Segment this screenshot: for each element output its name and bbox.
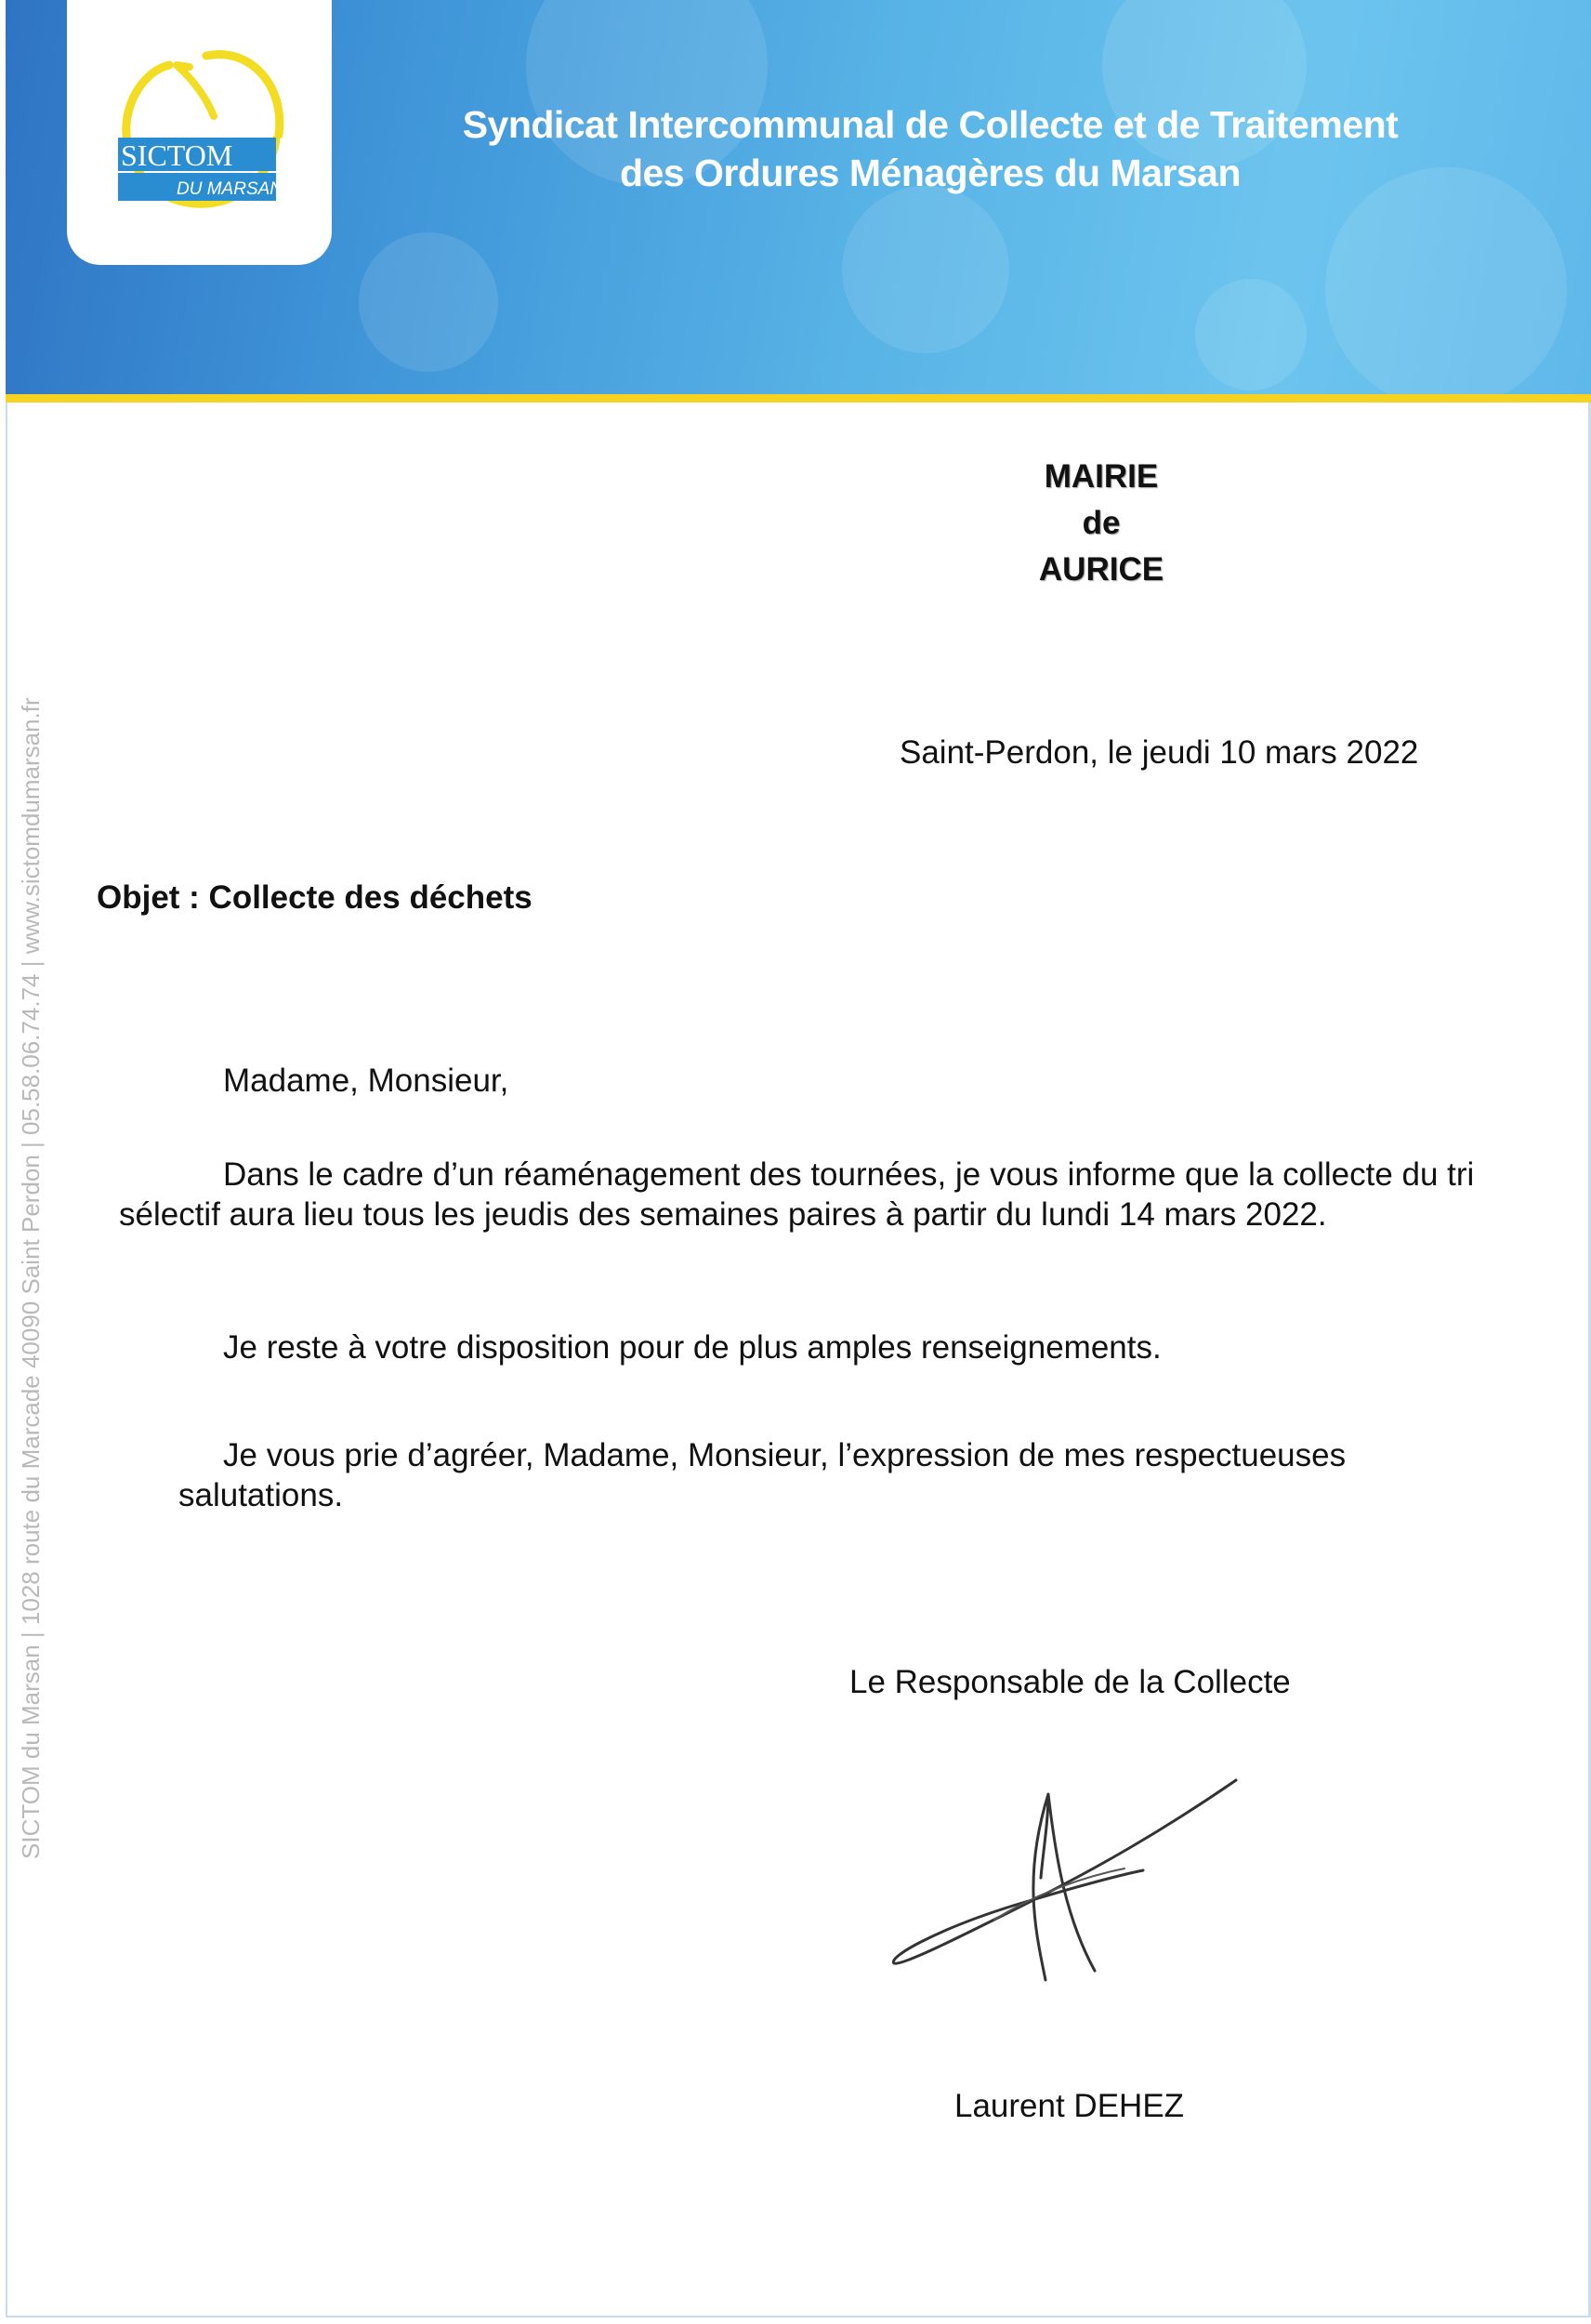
logo-subtitle: DU MARSAN bbox=[177, 179, 283, 199]
date-line: Saint-Perdon, le jeudi 10 mars 2022 bbox=[900, 734, 1419, 771]
organization-title-line1: Syndicat Intercommunal de Collecte et de Traitement bbox=[462, 103, 1399, 146]
header-accent-bar bbox=[6, 394, 1591, 403]
paragraph-1: Dans le cadre d’un réaménagement des tournées, je vous informe que la collecte du tri sélectif aura lieu tous les jeudis des semaines paires à partir du lundi 14 mars 2022. bbox=[119, 1156, 1475, 1233]
recipient-block bbox=[962, 454, 1241, 593]
subject-line: Objet : Collecte des déchets bbox=[97, 879, 533, 916]
signature-image bbox=[883, 1766, 1255, 1989]
logo-name: SICTOM bbox=[121, 139, 233, 172]
signatory-name: Laurent DEHEZ bbox=[954, 2088, 1185, 2124]
salutation: Madame, Monsieur, bbox=[223, 1063, 509, 1099]
organization-title-line2: des Ordures Ménagères du Marsan bbox=[619, 152, 1242, 194]
signatory-title: Le Responsable de la Collecte bbox=[849, 1664, 1291, 1700]
page-border-bottom bbox=[6, 2316, 1591, 2317]
recipient-line3: AURICE bbox=[1038, 551, 1164, 588]
recipient-line1: MAIRIE bbox=[1044, 458, 1159, 495]
page-border-left bbox=[6, 403, 7, 2317]
paragraph-2: Je reste à votre disposition pour de plus amples renseignements. bbox=[223, 1329, 1162, 1366]
sidebar-contact-text: SICTOM du Marsan | 1028 route du Marcade 40090 Saint Perdon | 05.58.06.74.74 | www.sictomdumarsan.fr bbox=[17, 697, 45, 1859]
recipient-line2: de bbox=[1082, 505, 1121, 541]
sictom-logo bbox=[67, 0, 332, 265]
logo-card bbox=[67, 0, 332, 265]
paragraph-3: Je vous prie d’agréer, Madame, Monsieur, l’expression de mes respectueuses salutations. bbox=[178, 1437, 1347, 1513]
organization-title bbox=[396, 100, 1465, 197]
